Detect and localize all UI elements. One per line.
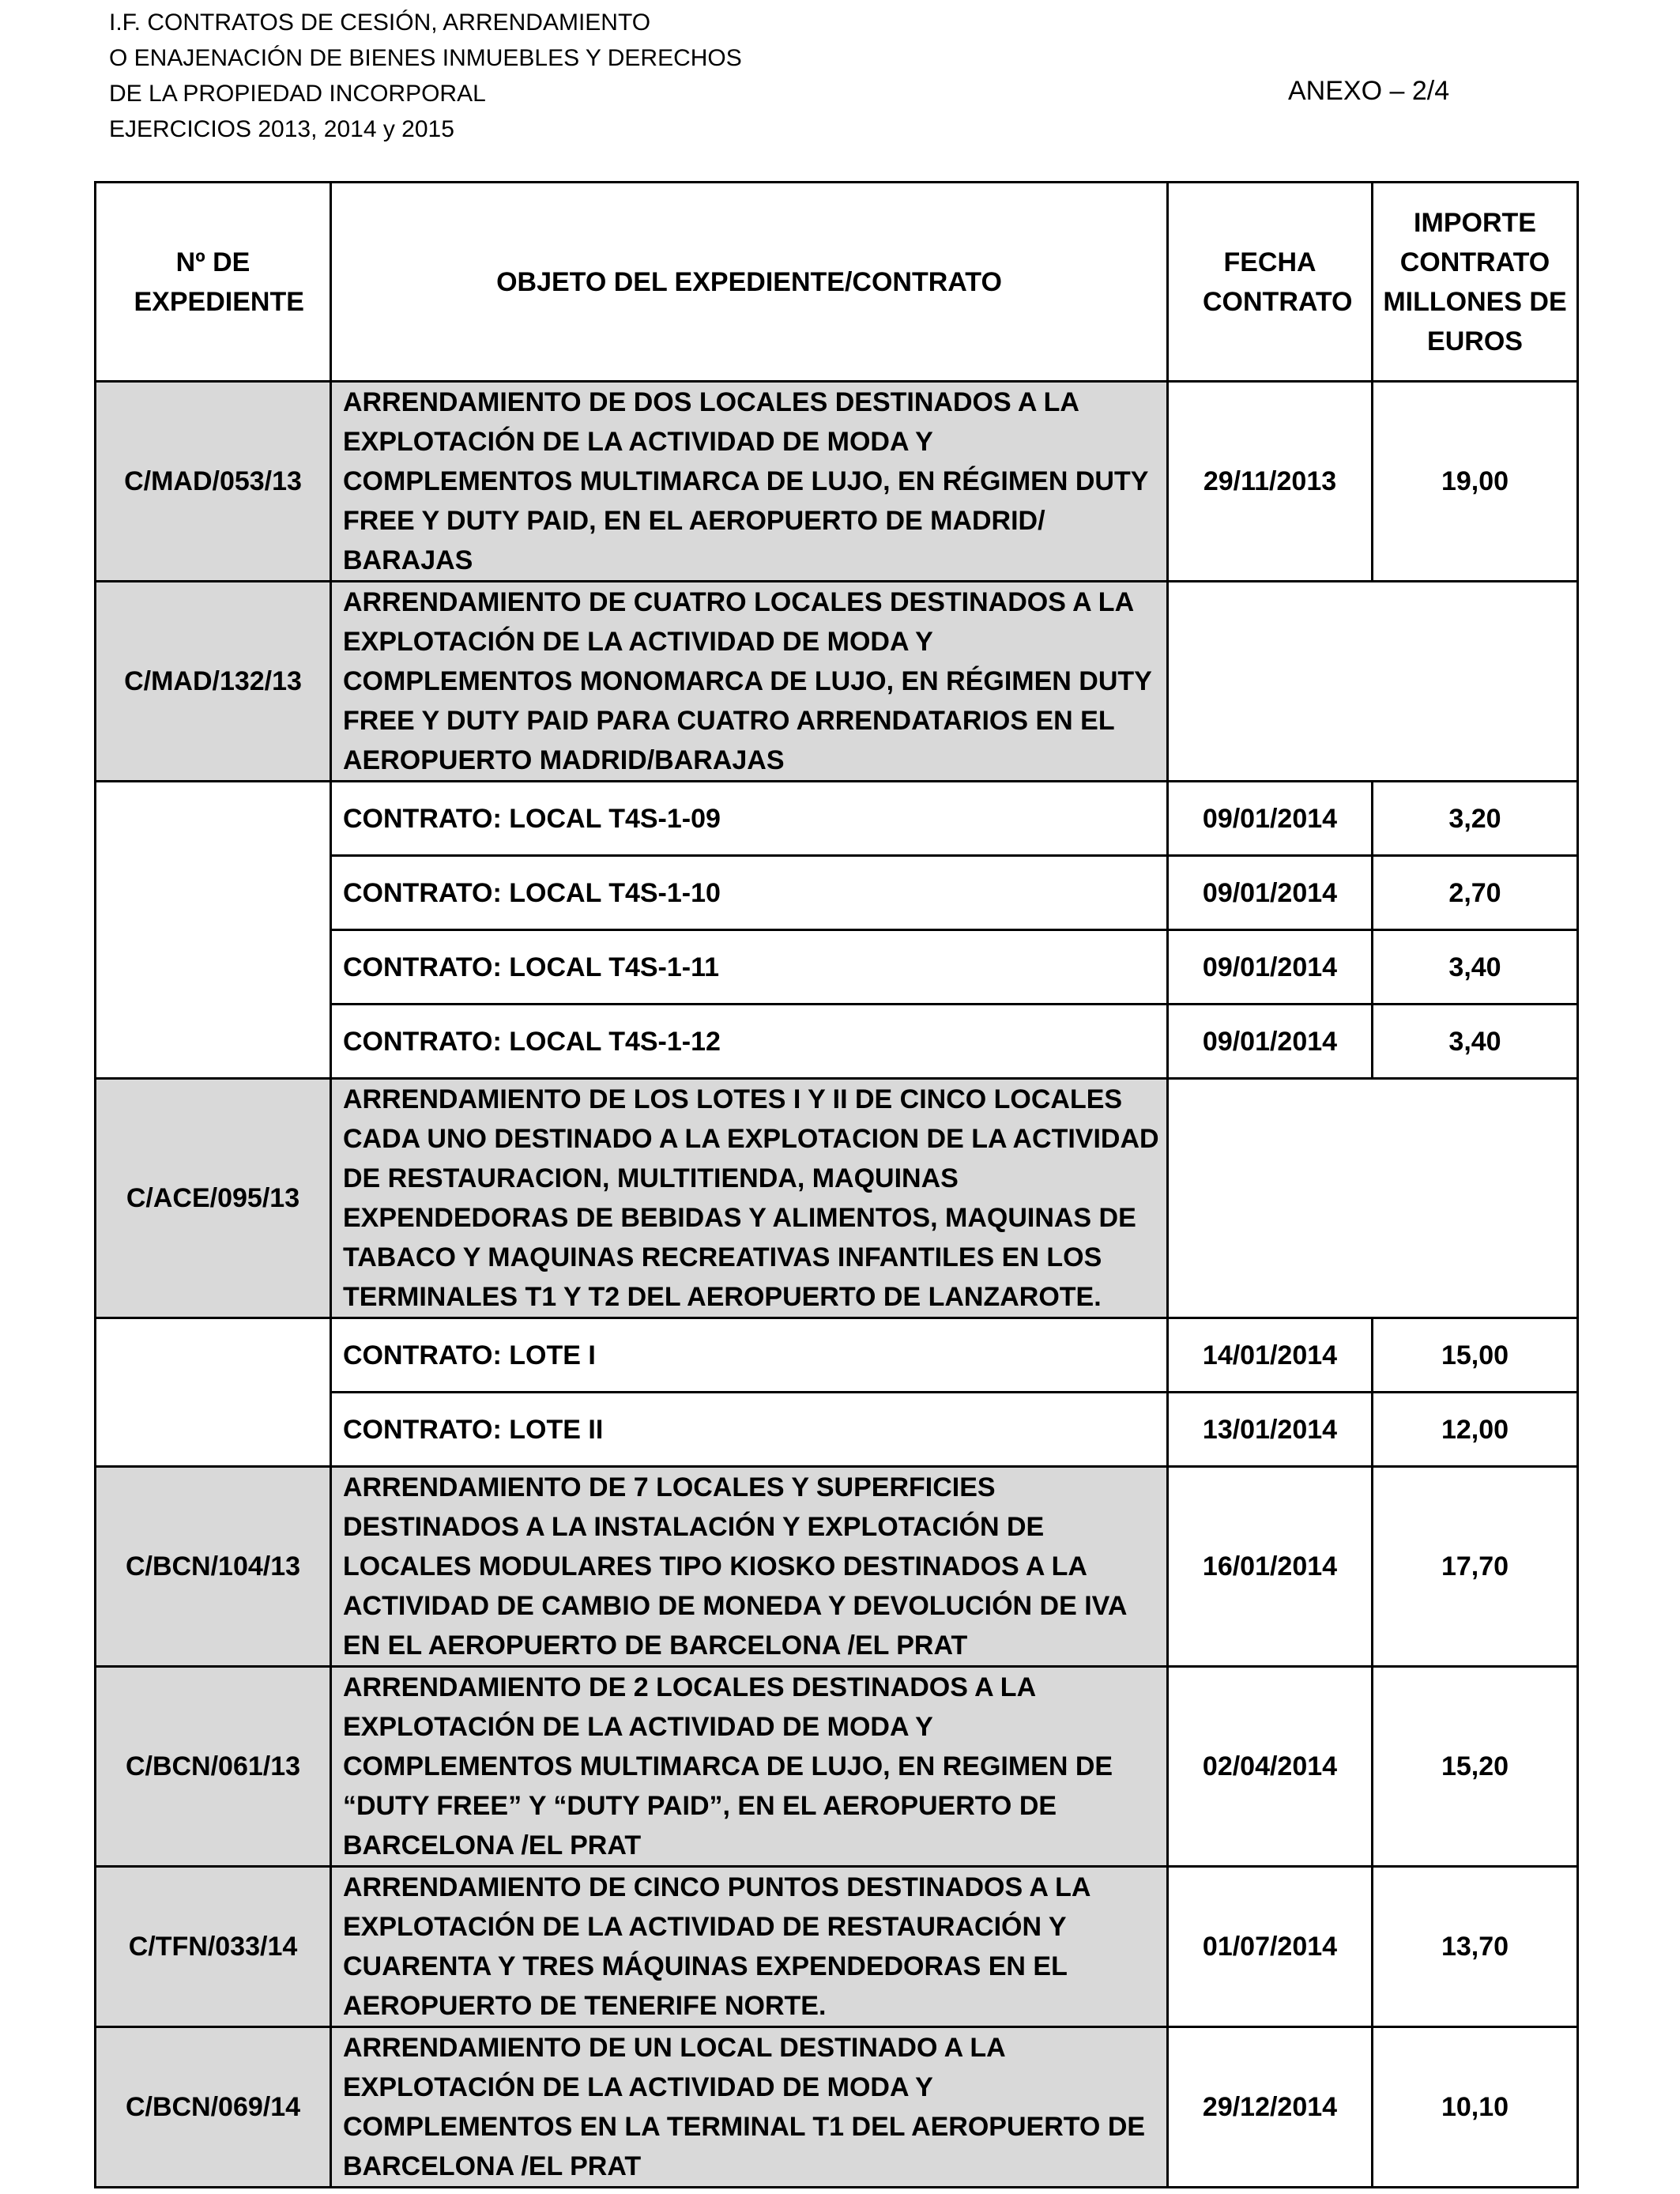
header-line-3: DE LA PROPIEDAD INCORPORAL xyxy=(109,81,486,107)
expediente-number: C/ACE/095/13 xyxy=(96,1079,331,1318)
sub-contract-date: 09/01/2014 xyxy=(1168,1005,1373,1079)
sub-contract-row xyxy=(96,782,1578,856)
contract-amount: 10,10 xyxy=(1373,2027,1578,2188)
table-row xyxy=(96,1867,1578,2027)
sub-contract-amount: 15,00 xyxy=(1373,1318,1578,1393)
expediente-object: ARRENDAMIENTO DE LOS LOTES I Y II DE CINCO LOCALES CADA UNO DESTINADO A LA EXPLOTACION DE LA ACTIVIDAD DE RESTAURACION, MULTITIENDA, MAQUINAS EXPENDEDORAS DE BEBIDAS Y ALIMENTOS, MAQUINAS DE TABACO Y MAQUINAS RECREATIVAS INFANTILES EN LOS TERMINALES T1 Y T2 DEL AEROPUERTO DE LANZAROTE. xyxy=(331,1079,1168,1318)
sub-contract-date: 09/01/2014 xyxy=(1168,930,1373,1005)
contract-date: 16/01/2014 xyxy=(1168,1467,1373,1667)
table-row xyxy=(96,1467,1578,1667)
empty-cell xyxy=(1168,582,1578,782)
contract-date: 02/04/2014 xyxy=(1168,1667,1373,1867)
header-line-4: EJERCICIOS 2013, 2014 y 2015 xyxy=(109,116,454,142)
sub-contract-date: 09/01/2014 xyxy=(1168,856,1373,930)
sub-contract-object: CONTRATO: LOCAL T4S-1-09 xyxy=(331,782,1168,856)
table-row xyxy=(96,582,1578,782)
expediente-object: ARRENDAMIENTO DE UN LOCAL DESTINADO A LA EXPLOTACIÓN DE LA ACTIVIDAD DE MODA Y COMPLEMENTOS EN LA TERMINAL T1 DEL AEROPUERTO DE BARCELONA /EL PRAT xyxy=(331,2027,1168,2188)
header-line-1: I.F. CONTRATOS DE CESIÓN, ARRENDAMIENTO xyxy=(109,9,651,36)
sub-contract-date: 14/01/2014 xyxy=(1168,1318,1373,1393)
expediente-number: C/MAD/132/13 xyxy=(96,582,331,782)
table-header-row xyxy=(96,183,1578,382)
sub-contract-object: CONTRATO: LOCAL T4S-1-11 xyxy=(331,930,1168,1005)
empty-num-cell xyxy=(96,782,331,1079)
sub-contract-amount: 3,40 xyxy=(1373,930,1578,1005)
contract-date: 01/07/2014 xyxy=(1168,1867,1373,2027)
expediente-object: ARRENDAMIENTO DE DOS LOCALES DESTINADOS A LA EXPLOTACIÓN DE LA ACTIVIDAD DE MODA Y COMPLEMENTOS MULTIMARCA DE LUJO, EN RÉGIMEN DUTY FREE Y DUTY PAID, EN EL AEROPUERTO DE MADRID/ BARAJAS xyxy=(331,382,1168,582)
sub-contract-object: CONTRATO: LOTE I xyxy=(331,1318,1168,1393)
sub-contract-date: 09/01/2014 xyxy=(1168,782,1373,856)
expediente-object: ARRENDAMIENTO DE 7 LOCALES Y SUPERFICIES DESTINADOS A LA INSTALACIÓN Y EXPLOTACIÓN DE LOCALES MODULARES TIPO KIOSKO DESTINADOS A LA ACTIVIDAD DE CAMBIO DE MONEDA Y DEVOLUCIÓN DE IVA EN EL AEROPUERTO DE BARCELONA /EL PRAT xyxy=(331,1467,1168,1667)
sub-contract-amount: 2,70 xyxy=(1373,856,1578,930)
table-row xyxy=(96,2027,1578,2188)
expediente-number: C/BCN/104/13 xyxy=(96,1467,331,1667)
col-header-date: FECHA CONTRATO xyxy=(1168,183,1373,382)
table-row xyxy=(96,382,1578,582)
col-header-amount: IMPORTE CONTRATO MILLONES DE EUROS xyxy=(1373,183,1578,382)
sub-contract-date: 13/01/2014 xyxy=(1168,1393,1373,1467)
contract-amount: 15,20 xyxy=(1373,1667,1578,1867)
contract-amount: 17,70 xyxy=(1373,1467,1578,1667)
sub-contract-amount: 3,20 xyxy=(1373,782,1578,856)
expediente-object: ARRENDAMIENTO DE CINCO PUNTOS DESTINADOS A LA EXPLOTACIÓN DE LA ACTIVIDAD DE RESTAURACIÓN Y CUARENTA Y TRES MÁQUINAS EXPENDEDORAS EN EL AEROPUERTO DE TENERIFE NORTE. xyxy=(331,1867,1168,2027)
contract-date: 29/12/2014 xyxy=(1168,2027,1373,2188)
expediente-number: C/TFN/033/14 xyxy=(96,1867,331,2027)
contract-amount: 13,70 xyxy=(1373,1867,1578,2027)
contract-amount: 19,00 xyxy=(1373,382,1578,582)
sub-contract-row xyxy=(96,1318,1578,1393)
expediente-number: C/BCN/061/13 xyxy=(96,1667,331,1867)
sub-contract-amount: 12,00 xyxy=(1373,1393,1578,1467)
empty-num-cell xyxy=(96,1318,331,1467)
table-row xyxy=(96,1079,1578,1318)
contracts-table xyxy=(94,181,1579,2188)
annex-label: ANEXO – 2/4 xyxy=(1288,76,1450,106)
document-header xyxy=(109,5,1452,147)
col-header-num: Nº DE EXPEDIENTE xyxy=(96,183,331,382)
sub-contract-object: CONTRATO: LOTE II xyxy=(331,1393,1168,1467)
header-line-2: O ENAJENACIÓN DE BIENES INMUEBLES Y DERECHOS xyxy=(109,45,742,71)
expediente-object: ARRENDAMIENTO DE CUATRO LOCALES DESTINADOS A LA EXPLOTACIÓN DE LA ACTIVIDAD DE MODA Y COMPLEMENTOS MONOMARCA DE LUJO, EN RÉGIMEN DUTY FREE Y DUTY PAID PARA CUATRO ARRENDATARIOS EN EL AEROPUERTO MADRID/BARAJAS xyxy=(331,582,1168,782)
sub-contract-object: CONTRATO: LOCAL T4S-1-12 xyxy=(331,1005,1168,1079)
expediente-object: ARRENDAMIENTO DE 2 LOCALES DESTINADOS A LA EXPLOTACIÓN DE LA ACTIVIDAD DE MODA Y COMPLEMENTOS MULTIMARCA DE LUJO, EN REGIMEN DE “DUTY FREE” Y “DUTY PAID”, EN EL AEROPUERTO DE BARCELONA /EL PRAT xyxy=(331,1667,1168,1867)
expediente-number: C/MAD/053/13 xyxy=(96,382,331,582)
sub-contract-amount: 3,40 xyxy=(1373,1005,1578,1079)
sub-contract-object: CONTRATO: LOCAL T4S-1-10 xyxy=(331,856,1168,930)
expediente-number: C/BCN/069/14 xyxy=(96,2027,331,2188)
empty-cell xyxy=(1168,1079,1578,1318)
col-header-object: OBJETO DEL EXPEDIENTE/CONTRATO xyxy=(331,183,1168,382)
table-row xyxy=(96,1667,1578,1867)
contract-date: 29/11/2013 xyxy=(1168,382,1373,582)
